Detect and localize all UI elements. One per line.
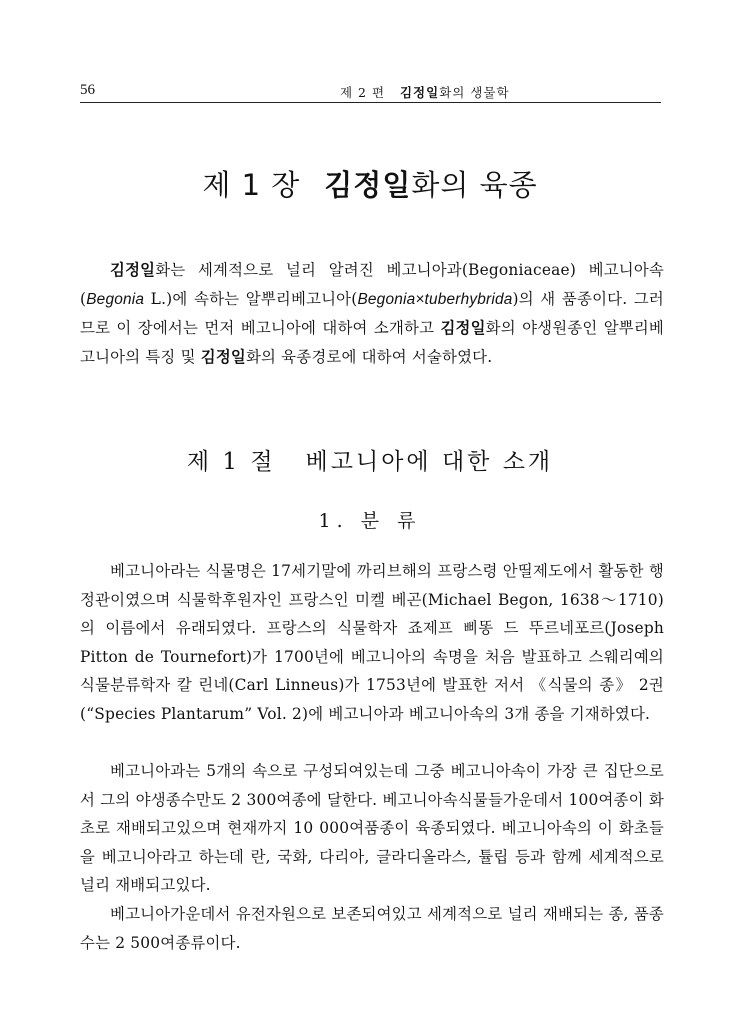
body-paragraph-1 [80,557,664,729]
intro-genus: Begonia [86,290,145,308]
intro-text-1: 화는 세계적으로 널리 알려진 베고니아과(Begoniaceae) 베고니아속( [80,261,664,308]
intro-name-2: 김정일 [440,319,486,338]
section-label: 제 1 절 [186,449,276,475]
intro-paragraph [80,256,664,371]
body-text-1: 베고니아라는 식물명은 17세기말에 까리브해의 프랑스령 안띨제도에서 활동한 행정관이였으며 식물학후원자인 프랑스인 미켈 베곤(Michael Begon, 1638～1710)의 이름에서 유래되였다. 프랑스의 식물학자 죠제프 삐똥 드 뚜르네포르(Joseph Pitton de Tournefort)가 1700년에 베고니아의 속명을 처음 발표하고 스웨리예의 식물분류학자 칼 린네(Carl Linneus)가 1753년에 발표한 저서 《식물의 종》 2권(“Species Plantarum” Vol. 2)에 베고니아과 베고니아속의 3개 종을 기재하였다. [80,562,664,723]
body-text-3: 베고니아가운데서 유전자원으로 보존되여있고 세계적으로 널리 재배되는 종, 품종수는 2 500여종류이다. [80,905,664,952]
body-paragraph-2 [80,757,664,900]
intro-text-2: L.)에 속하는 알뿌리베고니아( [144,289,358,308]
chapter-label: 제 1 장 [202,168,301,202]
running-head-title [340,83,510,101]
chapter-name-bold: 김정일 [324,168,412,202]
intro-name-3: 김정일 [200,347,246,366]
intro-text-4: 화의 야생원종인 알뿌리베고니아의 특징 및 [80,319,664,366]
subsection-title: 1. 분 류 [318,510,422,532]
section-title [0,443,740,476]
running-head-name: 김정일 [399,85,440,100]
section-name: 베고니아에 대한 소개 [305,449,554,475]
chapter-title [0,163,740,204]
running-head-rest: 화의 생물학 [439,85,510,100]
body-text-2: 베고니아과는 5개의 속으로 구성되여있는데 그중 베고니아속이 가장 큰 집단으로서 그의 야생종수만도 2 300여종에 달한다. 베고니아속식물들가운데서 100여종이 화초로 재배되고있으며 현재까지 10 000여품종이 육종되였다. 베고니아속의 이 화초들을 베고니아라고 하는데 란, 국화, 다리아, 글라디올라스, 튤립 등과 함께 세계적으로 널리 재배되고있다. [80,762,664,895]
intro-text-5: 화의 육종경로에 대하여 서술하였다. [245,347,493,366]
intro-text-3: )의 새 품종이다. 그러므로 이 장에서는 먼저 베고니아에 대하여 소개하고 [80,289,664,338]
intro-name-1: 김정일 [110,261,156,279]
page-number: 56 [80,82,95,98]
part-label: 제 2 편 [340,85,386,100]
chapter-name-rest: 화의 육종 [411,168,538,202]
body-paragraph-3 [80,900,664,957]
intro-species: Begonia×tuberhybrida [357,290,513,308]
running-header [80,80,661,103]
